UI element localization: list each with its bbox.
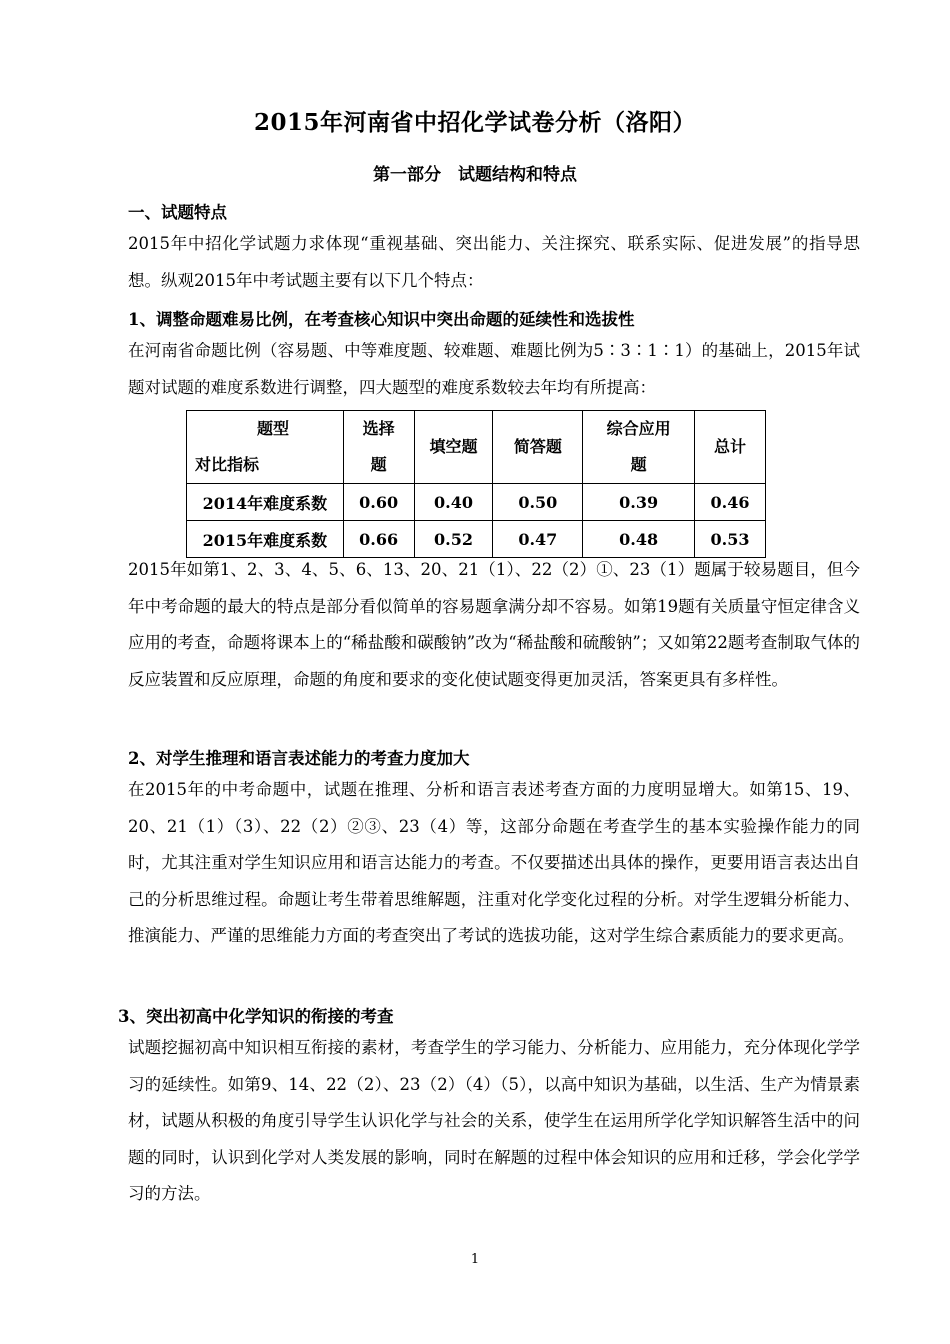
table-header-row [187, 411, 766, 484]
point2-heading: 2、对学生推理和语言表述能力的考查力度加大 [128, 749, 470, 768]
part-title: 第一部分 试题结构和特点 [373, 165, 577, 185]
document-title: 2015年河南省中招化学试卷分析（洛阳） [253, 109, 696, 136]
point1-heading: 1、调整命题难易比例，在考查核心知识中突出命题的延续性和选拔性 [128, 310, 635, 329]
table-cell: 0.52 [414, 521, 493, 558]
point3-heading: 3、突出初高中化学知识的衔接的考查 [118, 1007, 394, 1026]
row-label: 2015年难度系数 [187, 521, 344, 558]
table-cell: 0.66 [343, 521, 414, 558]
page-number: 1 [470, 1252, 480, 1267]
header-cell: 综合应用题 [583, 411, 695, 484]
table-cell: 0.48 [583, 521, 695, 558]
header-cell: 总计 [695, 411, 766, 484]
point1-paragraph-2 [92, 552, 860, 698]
table-cell: 0.46 [695, 484, 766, 521]
header-cell: 选择题 [343, 411, 414, 484]
corner-top-label: 题型 [257, 419, 290, 438]
table-corner-cell [187, 411, 344, 484]
point2-paragraph [92, 772, 860, 955]
difficulty-table [186, 410, 766, 558]
section-heading: 一、试题特点 [128, 203, 227, 222]
point1-text-2: 2015年如第1、2、3、4、5、6、13、20、21（1）、22（2）①、23（1）题属于较易题目，但今年中考命题的最大的特点是部分看似简单的容易题拿满分却不容易。如第19题有关质量守恒定律含义应用的考查，命题将课本上的“稀盐酸和碳酸钠”改为“稀盐酸和硫酸钠”；又如第22题考查制取气体的反应装置和反应原理，命题的角度和要求的变化使试题变得更加灵活，答案更具有多样性。 [128, 560, 860, 689]
point3-paragraph [92, 1030, 860, 1213]
row-label: 2014年难度系数 [187, 484, 344, 521]
header-cell: 简答题 [493, 411, 583, 484]
point1-text: 在河南省命题比例（容易题、中等难度题、较难题、难题比例为5∶3∶1∶1）的基础上，2015年试题对试题的难度系数进行调整，四大题型的难度系数较去年均有所提高： [128, 341, 860, 397]
point3-text: 试题挖掘初高中知识相互衔接的素材，考查学生的学习能力、分析能力、应用能力，充分体现化学学习的延续性。如第9、14、22（2）、23（2）（4）（5），以高中知识为基础，以生活、生产为情景素材，试题从积极的角度引导学生认识化学与社会的关系，使学生在运用所学化学知识解答生活中的问题的同时，认识到化学对人类发展的影响，同时在解题的过程中体会知识的应用和迁移，学会化学学习的方法。 [128, 1038, 860, 1204]
table-cell: 0.50 [493, 484, 583, 521]
table-cell: 0.60 [343, 484, 414, 521]
intro-text: 2015年中招化学试题力求体现“重视基础、突出能力、关注探究、联系实际、促进发展”的指导思想。纵观2015年中考试题主要有以下几个特点： [128, 234, 860, 290]
section-intro-paragraph [92, 226, 860, 299]
table-cell: 0.39 [583, 484, 695, 521]
header-cell: 填空题 [414, 411, 493, 484]
point2-text: 在2015年的中考命题中，试题在推理、分析和语言表述考查方面的力度明显增大。如第15、19、20、21（1）（3）、22（2）②③、23（4）等，这部分命题在考查学生的基本实验操作能力的同时，尤其注重对学生知识应用和语言达能力的考查。不仅要描述出具体的操作，更要用语言表达出自己的分析思维过程。命题让考生带着思维解题，注重对化学变化过程的分析。对学生逻辑分析能力、推演能力、严谨的思维能力方面的考查突出了考试的选拔功能，这对学生综合素质能力的要求更高。 [128, 780, 860, 946]
corner-bottom-label: 对比指标 [195, 455, 260, 474]
table-cell: 0.53 [695, 521, 766, 558]
table-cell: 0.40 [414, 484, 493, 521]
table-cell: 0.47 [493, 521, 583, 558]
point1-paragraph [92, 333, 860, 406]
table-row [187, 484, 766, 521]
